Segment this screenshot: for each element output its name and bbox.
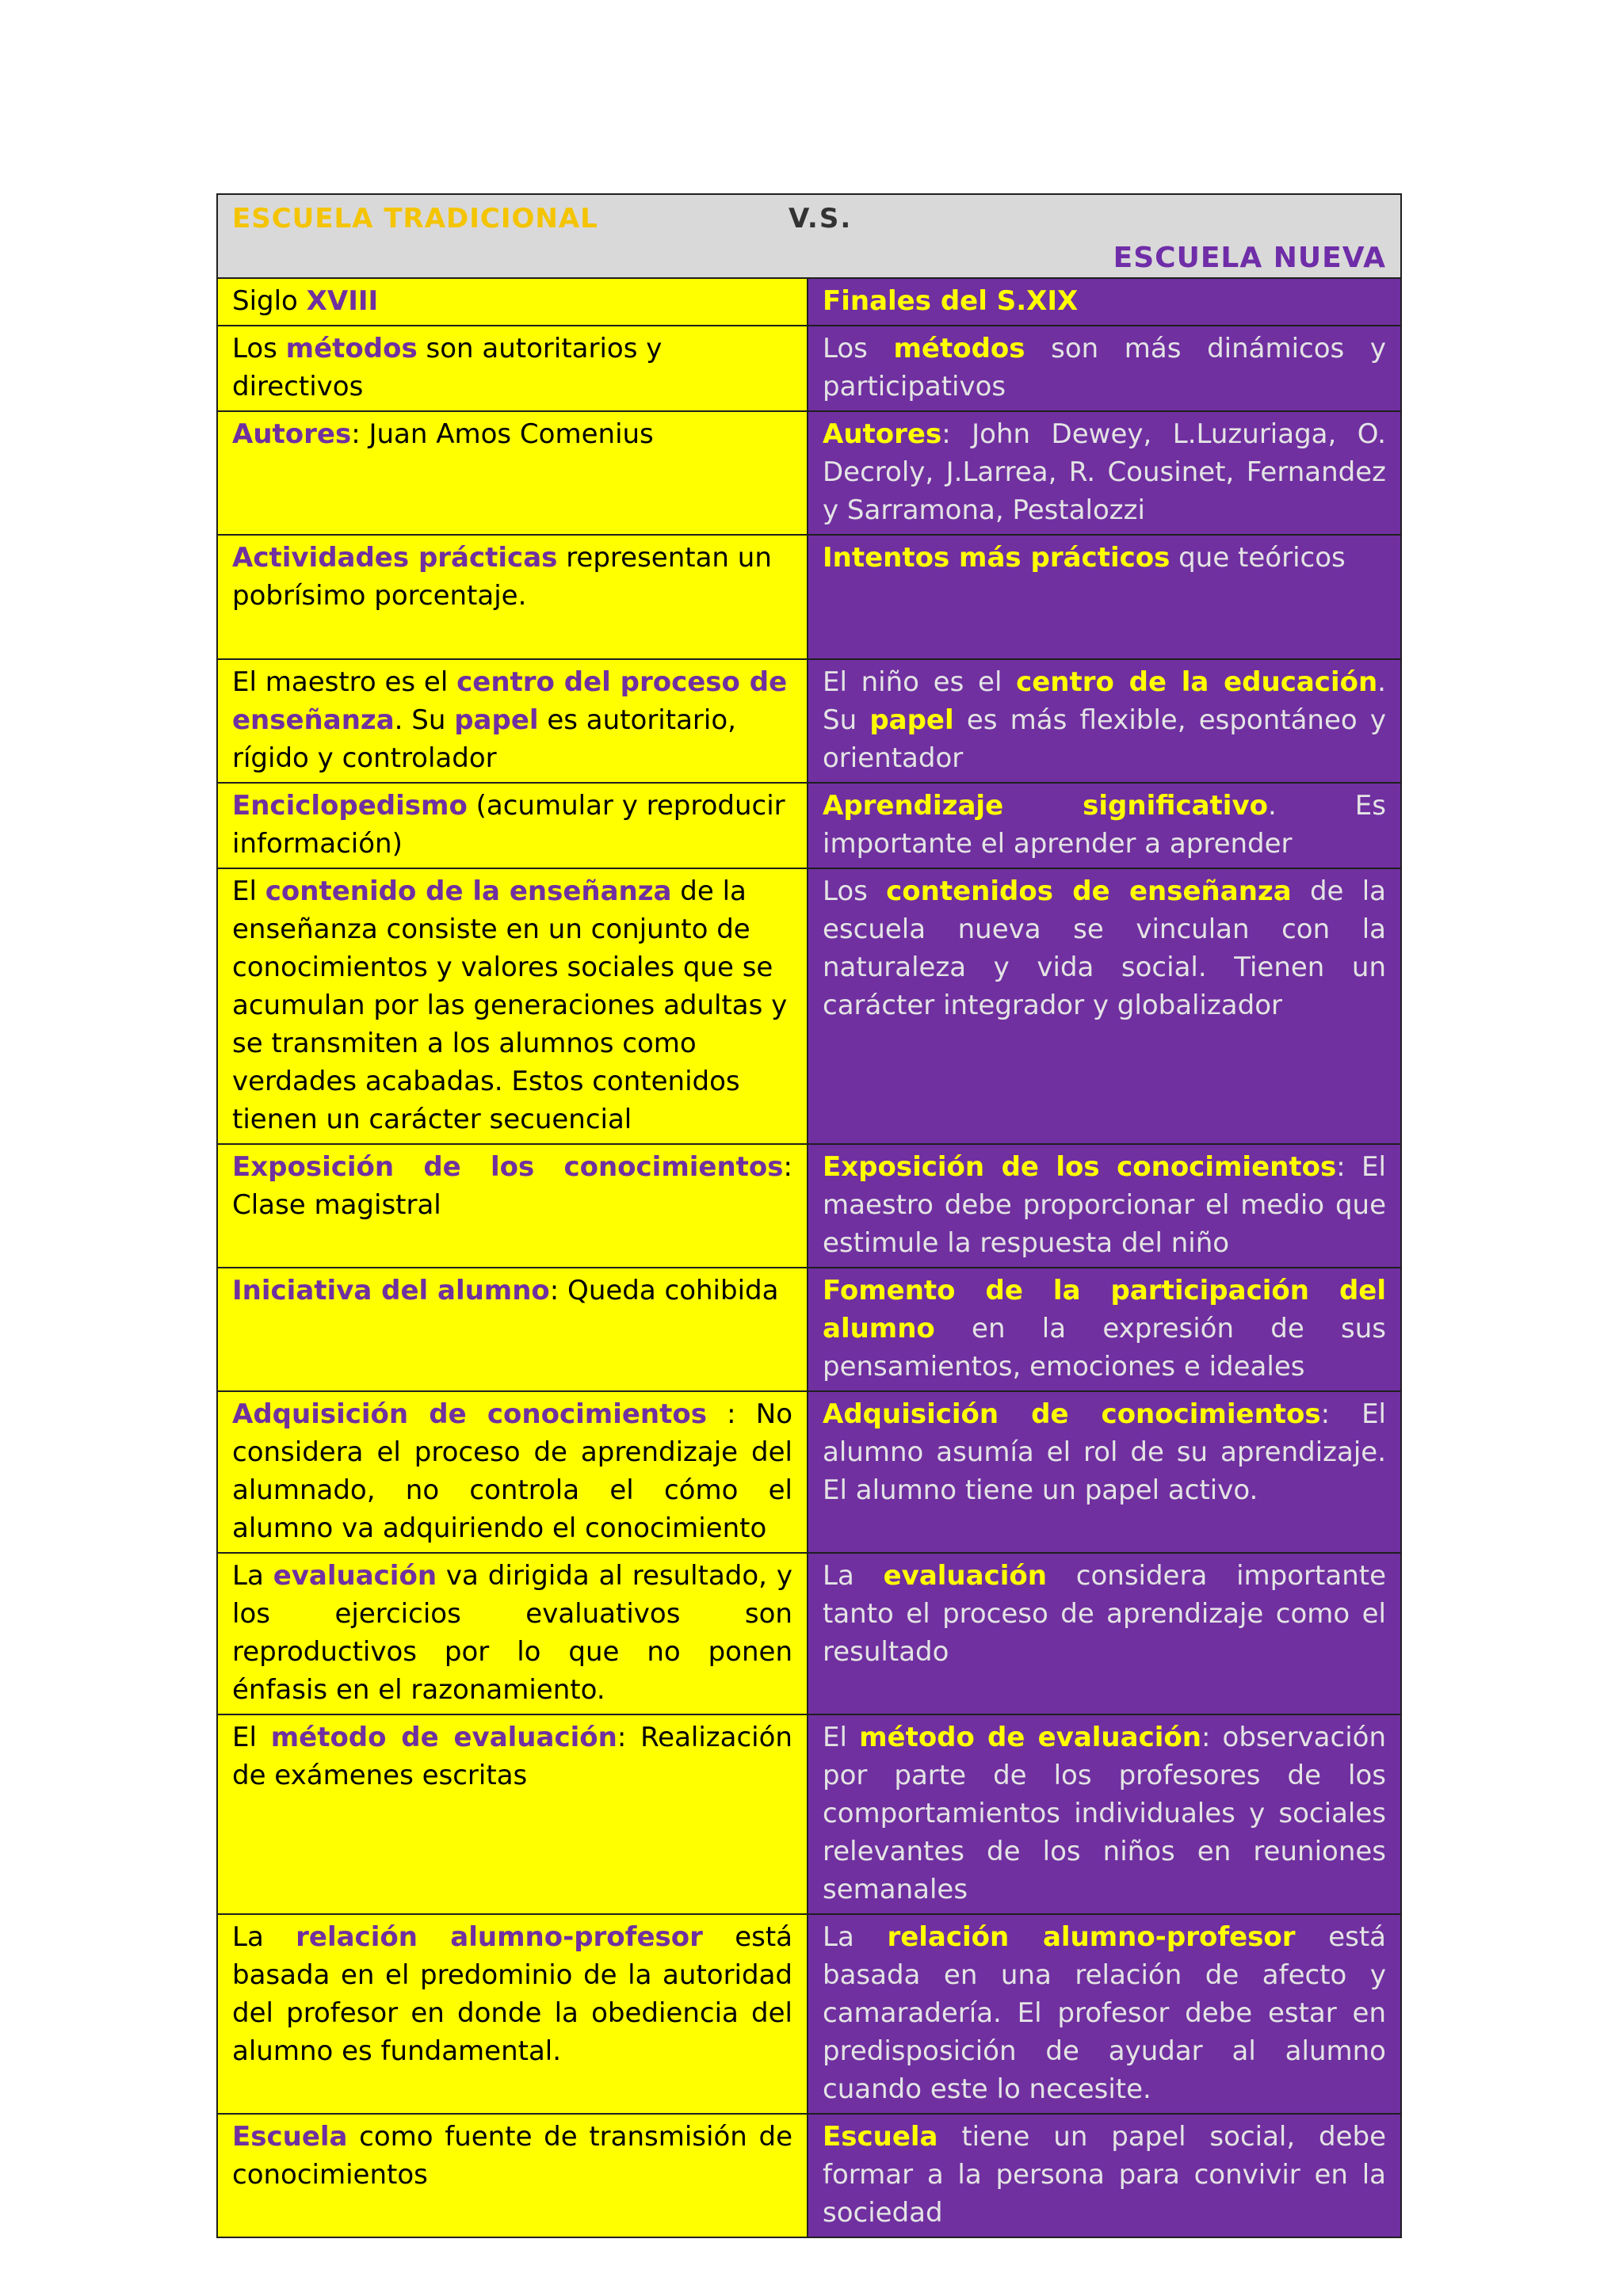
table-row	[217, 1268, 1401, 1391]
cell-text: está basada en el predominio de la autoridad del profesor en donde la obediencia del alumno es fundamental.	[232, 1921, 793, 2067]
cell-escuela-nueva	[808, 783, 1401, 868]
cell-text: : observación por parte de los profesores de los comportamientos individuales y sociales relevantes de los niños en reuniones semanales	[823, 1722, 1386, 1905]
cell-escuela-nueva	[808, 1553, 1401, 1714]
highlighted-term: XVIII	[306, 285, 379, 317]
highlighted-term: evaluación	[883, 1560, 1047, 1592]
cell-text: Los	[232, 333, 286, 364]
highlighted-term: relación alumno-profesor	[296, 1921, 703, 1953]
highlighted-term: Fomento de la participación del alumno	[823, 1275, 1386, 1344]
cell-escuela-nueva	[808, 1714, 1401, 1914]
highlighted-term: Adquisición de conocimientos	[232, 1398, 707, 1430]
cell-text: La	[232, 1921, 296, 1953]
cell-text: El	[232, 1722, 271, 1753]
highlighted-term: Autores	[823, 418, 942, 450]
highlighted-term: centro de la educación	[1016, 666, 1378, 698]
cell-escuela-nueva	[808, 326, 1401, 411]
cell-escuela-tradicional	[217, 1553, 808, 1714]
cell-escuela-tradicional	[217, 659, 808, 783]
cell-text: La	[823, 1921, 888, 1953]
cell-text: La	[232, 1560, 273, 1592]
table-row	[217, 1914, 1401, 2114]
cell-text: es autoritario, rígido y controlador	[232, 704, 736, 774]
cell-escuela-tradicional	[217, 1391, 808, 1553]
cell-text: : No considera el proceso de aprendizaje del alumnado, no controla el cómo el alumno va adquiriendo el conocimiento	[232, 1398, 793, 1544]
cell-text: son autoritarios y directivos	[232, 333, 663, 402]
cell-escuela-tradicional	[217, 1914, 808, 2114]
highlighted-term: Adquisición de conocimientos	[823, 1398, 1321, 1430]
cell-text: Los	[823, 875, 887, 907]
highlighted-term: Enciclopedismo	[232, 790, 468, 822]
table-row	[217, 1553, 1401, 1714]
cell-text: La	[823, 1560, 884, 1592]
cell-text: El	[823, 1722, 860, 1753]
cell-text: representan un pobrísimo porcentaje.	[232, 542, 772, 612]
header-row	[217, 194, 1401, 278]
header-versus: V.S.	[789, 203, 853, 235]
highlighted-term: método de evaluación	[270, 1722, 617, 1753]
cell-text: que teóricos	[1170, 542, 1346, 574]
highlighted-term: métodos	[285, 333, 418, 364]
cell-text: : Juan Amos Comenius	[351, 418, 654, 450]
cell-escuela-nueva	[808, 411, 1401, 535]
cell-escuela-tradicional	[217, 783, 808, 868]
cell-text: . Su	[394, 704, 455, 736]
cell-escuela-nueva	[808, 1914, 1401, 2114]
table-row	[217, 326, 1401, 411]
highlighted-term: Exposición de los conocimientos	[232, 1151, 784, 1183]
highlighted-term: Escuela	[232, 2121, 348, 2153]
cell-escuela-nueva	[808, 659, 1401, 783]
comparison-table	[216, 193, 1402, 2238]
cell-escuela-nueva	[808, 1268, 1401, 1391]
cell-escuela-nueva	[808, 535, 1401, 659]
cell-text: : Clase magistral	[232, 1151, 792, 1221]
table-row	[217, 1714, 1401, 1914]
cell-text: es más flexible, espontáneo y orientador	[823, 704, 1386, 774]
cell-text: . Su	[823, 666, 1386, 736]
highlighted-term: Iniciativa del alumno	[232, 1275, 550, 1306]
cell-text: El maestro es el	[232, 666, 457, 698]
cell-escuela-tradicional	[217, 2114, 808, 2237]
highlighted-term: contenido de la enseñanza	[265, 875, 672, 907]
table-row	[217, 1391, 1401, 1553]
cell-escuela-tradicional	[217, 1714, 808, 1914]
cell-text: tiene un papel social, debe formar a la persona para convivir en la sociedad	[823, 2121, 1386, 2229]
cell-text: Los	[823, 333, 894, 364]
cell-escuela-tradicional	[217, 1268, 808, 1391]
cell-text: El niño es el	[823, 666, 1017, 698]
highlighted-term: relación alumno-profesor	[887, 1921, 1296, 1953]
cell-escuela-tradicional	[217, 278, 808, 326]
cell-text: : John Dewey, L.Luzuriaga, O. Decroly, J.Larrea, R. Cousinet, Fernandez y Sarramona, Pestalozzi	[823, 418, 1386, 526]
cell-escuela-tradicional	[217, 326, 808, 411]
cell-text: . Es importante el aprender a aprender	[823, 790, 1386, 860]
table-row	[217, 411, 1401, 535]
table-body	[217, 194, 1401, 2237]
cell-escuela-tradicional	[217, 535, 808, 659]
cell-escuela-nueva	[808, 2114, 1401, 2237]
cell-text: Siglo	[232, 285, 307, 317]
table-row	[217, 868, 1401, 1144]
cell-escuela-tradicional	[217, 1144, 808, 1268]
highlighted-term: centro del proceso de enseñanza	[232, 666, 788, 736]
table-row	[217, 278, 1401, 326]
cell-text: son más dinámicos y participativos	[823, 333, 1386, 402]
cell-text: El	[232, 875, 265, 907]
cell-text: de la enseñanza consiste en un conjunto de conocimientos y valores sociales que se acumulan por las generaciones adultas y se transmiten a los alumnos como verdades acabadas. Estos contenidos tienen un carácter secuencial	[232, 875, 788, 1135]
header-nueva-title: ESCUELA NUEVA	[1113, 242, 1386, 274]
cell-escuela-nueva	[808, 278, 1401, 326]
table-row	[217, 659, 1401, 783]
cell-escuela-nueva	[808, 868, 1401, 1144]
highlighted-term: Finales del S.XIX	[823, 285, 1079, 317]
highlighted-term: Actividades prácticas	[232, 542, 558, 574]
highlighted-term: métodos	[893, 333, 1025, 364]
header-cell	[217, 194, 1401, 278]
highlighted-term: papel	[869, 704, 954, 736]
table-row	[217, 783, 1401, 868]
cell-text: : Queda cohibida	[549, 1275, 779, 1306]
highlighted-term: papel	[454, 704, 539, 736]
table-row	[217, 535, 1401, 659]
cell-text: como fuente de transmisión de conocimientos	[232, 2121, 792, 2191]
cell-escuela-tradicional	[217, 411, 808, 535]
cell-text: (acumular y reproducir información)	[232, 790, 785, 860]
cell-text: en la expresión de sus pensamientos, emociones e ideales	[823, 1313, 1386, 1383]
cell-text: va dirigida al resultado, y los ejercicios evaluativos son reproductivos por lo que no ponen énfasis en el razonamiento.	[232, 1560, 792, 1706]
table-row	[217, 2114, 1401, 2237]
highlighted-term: Escuela	[823, 2121, 938, 2153]
cell-text: de la escuela nueva se vinculan con la naturaleza y vida social. Tienen un carácter integrador y globalizador	[823, 875, 1387, 1021]
cell-escuela-nueva	[808, 1144, 1401, 1268]
highlighted-term: Autores	[232, 418, 352, 450]
highlighted-term: Intentos más prácticos	[823, 542, 1170, 574]
highlighted-term: Exposición de los conocimientos	[823, 1151, 1337, 1183]
cell-text: : El maestro debe proporcionar el medio que estimule la respuesta del niño	[823, 1151, 1386, 1259]
highlighted-term: método de evaluación	[859, 1722, 1201, 1753]
cell-escuela-nueva	[808, 1391, 1401, 1553]
table-row	[217, 1144, 1401, 1268]
cell-text: : Realización de exámenes escritas	[232, 1722, 792, 1791]
highlighted-term: evaluación	[273, 1560, 437, 1592]
cell-text: está basada en una relación de afecto y camaradería. El profesor debe estar en predisposición de ayudar al alumno cuando este lo necesite.	[823, 1921, 1386, 2105]
header-traditional-title: ESCUELA TRADICIONAL	[232, 203, 598, 235]
cell-escuela-tradicional	[217, 868, 808, 1144]
cell-text: considera importante tanto el proceso de aprendizaje como el resultado	[823, 1560, 1386, 1668]
highlighted-term: Aprendizaje significativo	[823, 790, 1268, 822]
cell-text: : El alumno asumía el rol de su aprendizaje. El alumno tiene un papel activo.	[823, 1398, 1386, 1506]
highlighted-term: contenidos de enseñanza	[886, 875, 1292, 907]
